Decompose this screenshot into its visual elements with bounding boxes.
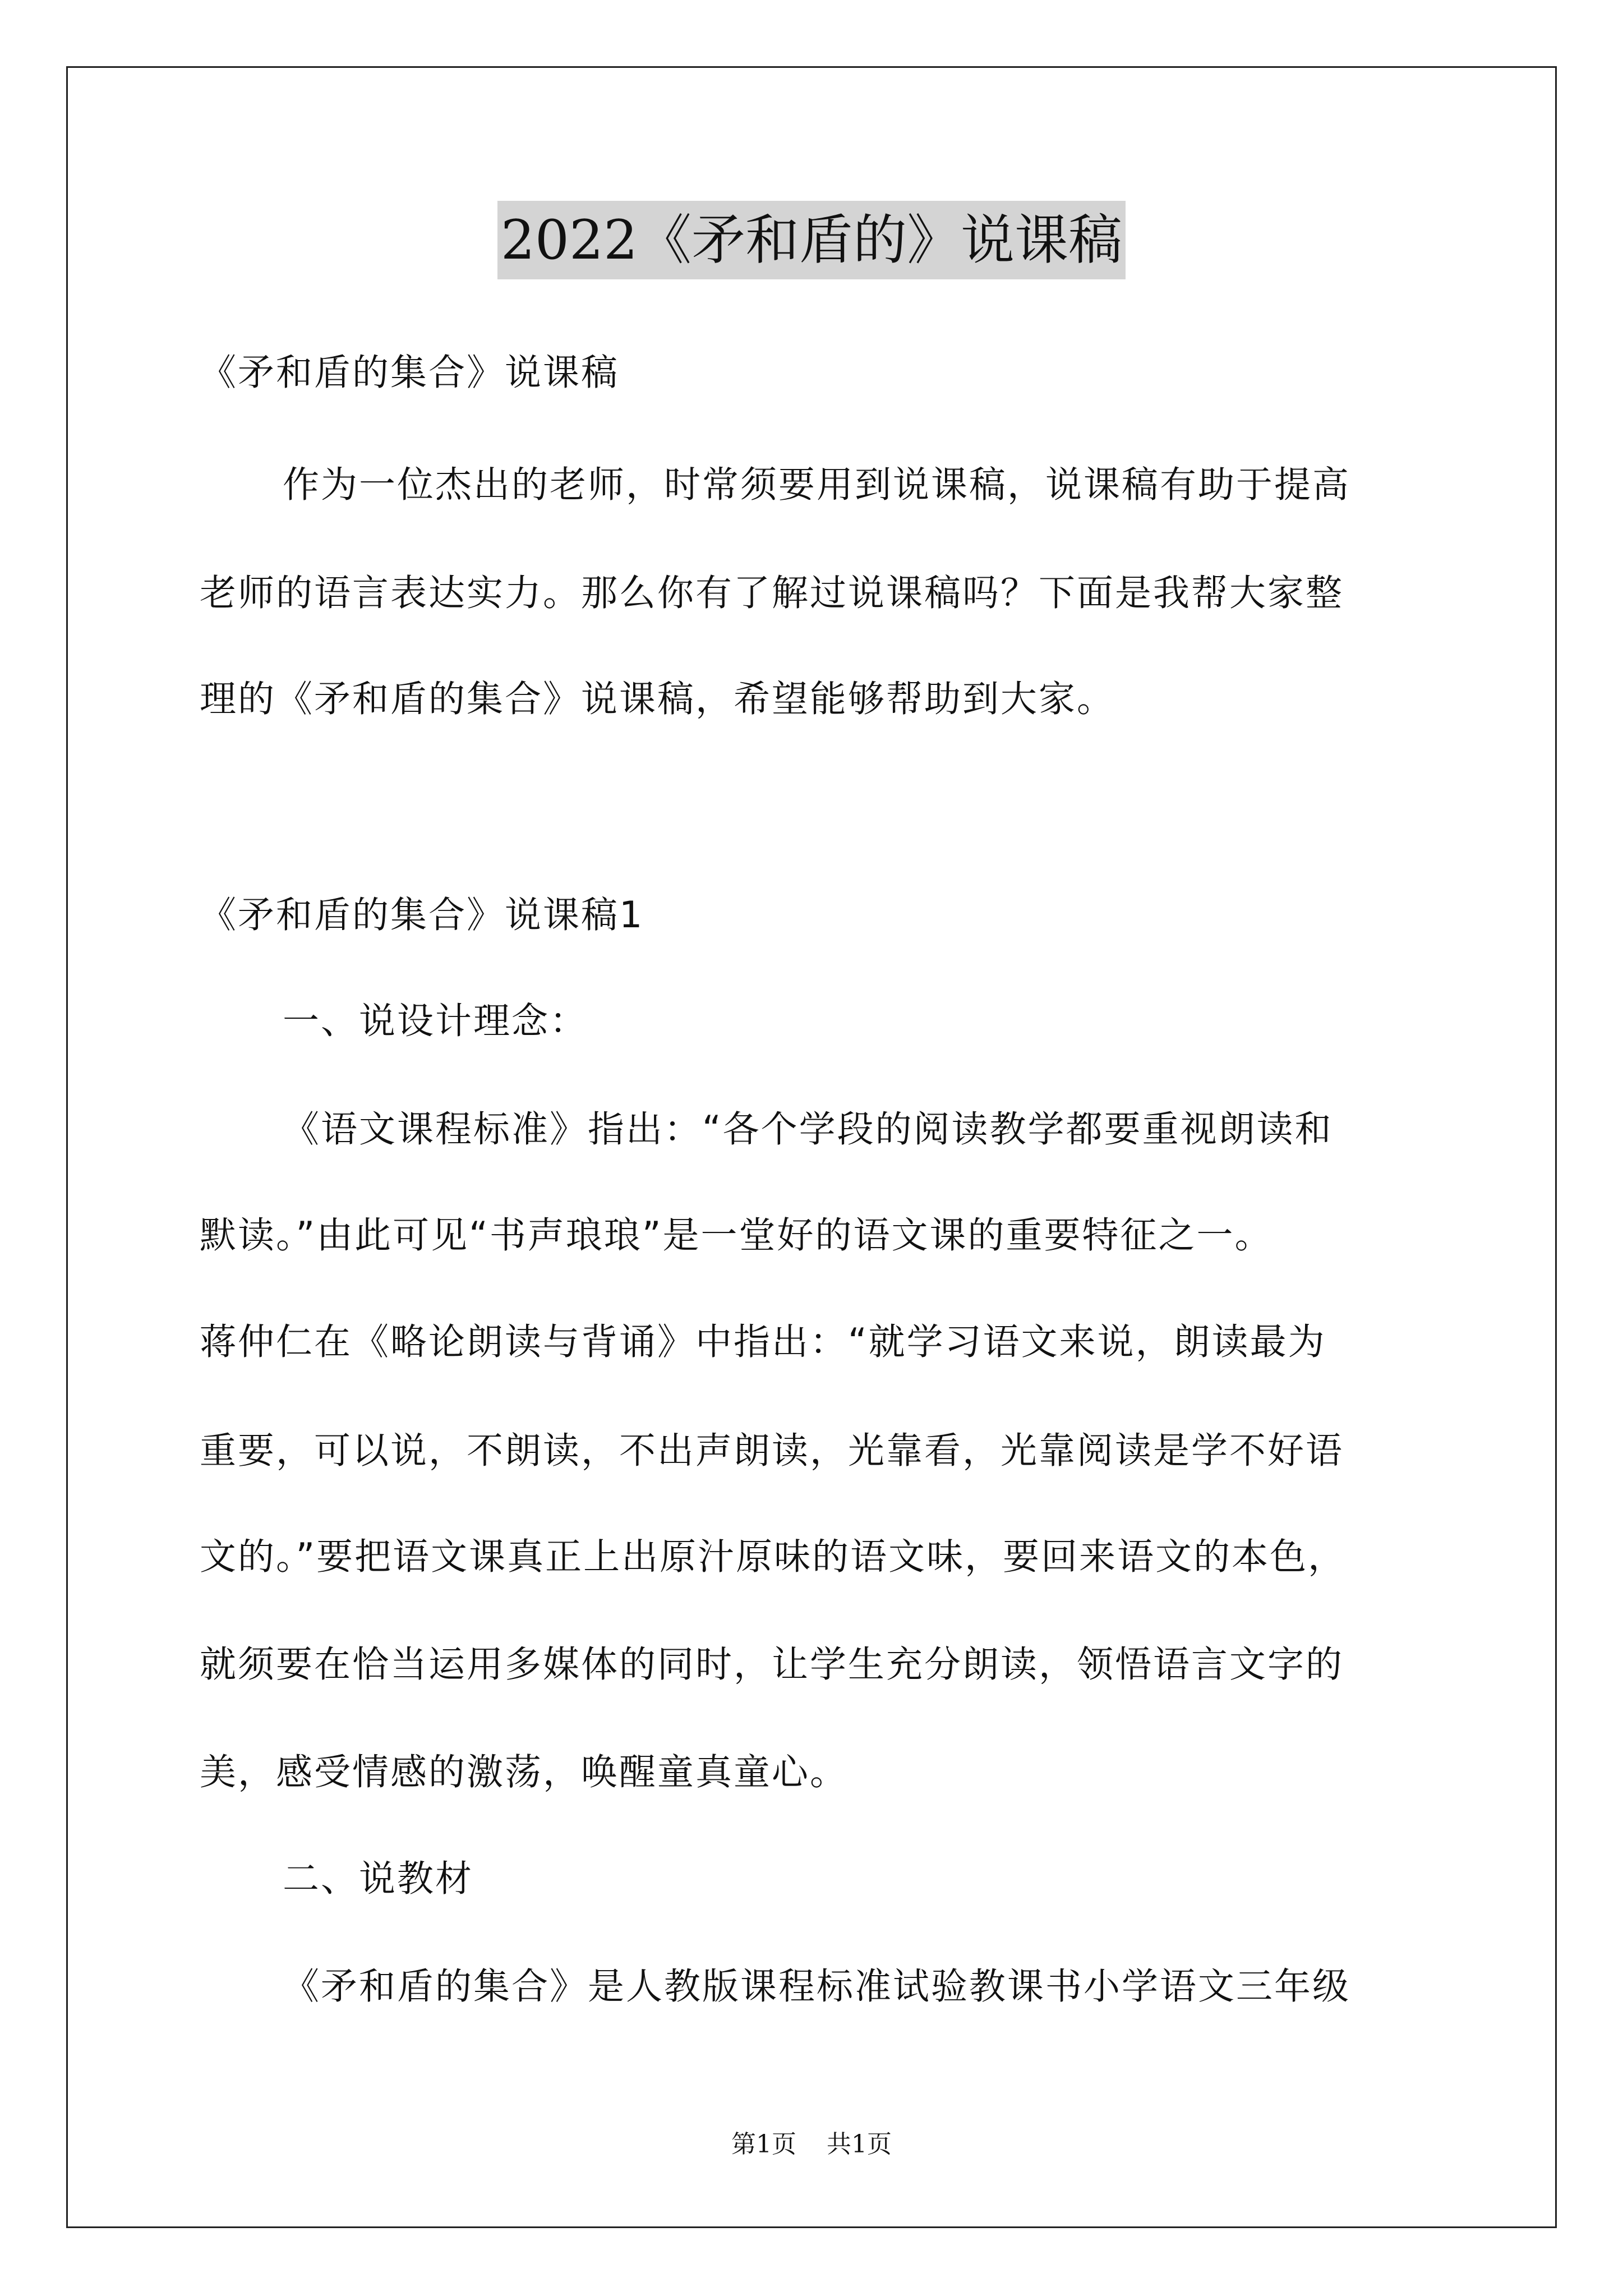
paragraph-line: 作为一位杰出的老师，时常须要用到说课稿，说课稿有助于提高 bbox=[283, 464, 1351, 506]
title-container bbox=[0, 201, 1623, 279]
paragraph-line: 《矛和盾的集合》是人教版课程标准试验教课书小学语文三年级 bbox=[283, 1966, 1351, 2008]
paragraph-line: 蒋仲仁在《略论朗读与背诵》中指出：“就学习语文来说，朗读最为 bbox=[200, 1321, 1326, 1363]
section-heading: 《矛和盾的集合》说课稿1 bbox=[200, 894, 644, 936]
document-title: 2022《矛和盾的》说课稿 bbox=[497, 201, 1126, 279]
subtitle-line: 《矛和盾的集合》说课稿 bbox=[200, 352, 620, 394]
page-number-current: 第1页 bbox=[731, 2130, 796, 2159]
paragraph-line: 默读。”由此可见“书声琅琅”是一堂好的语文课的重要特征之一。 bbox=[200, 1214, 1273, 1257]
subsection-heading: 二、说教材 bbox=[283, 1858, 474, 1900]
page-footer bbox=[0, 2128, 1623, 2161]
paragraph-line: 《语文课程标准》指出：“各个学段的阅读教学都要重视朗读和 bbox=[283, 1108, 1333, 1151]
subsection-heading: 一、说设计理念： bbox=[283, 1000, 588, 1042]
paragraph-line: 美，感受情感的激荡，唤醒童真童心。 bbox=[200, 1751, 849, 1793]
paragraph-line: 老师的语言表达实力。那么你有了解过说课稿吗？下面是我帮大家整 bbox=[200, 572, 1344, 614]
paragraph-line: 理的《矛和盾的集合》说课稿，希望能够帮助到大家。 bbox=[200, 678, 1115, 720]
page-number-total: 共1页 bbox=[827, 2130, 892, 2159]
paragraph-line: 重要，可以说，不朗读，不出声朗读，光靠看，光靠阅读是学不好语 bbox=[200, 1430, 1344, 1472]
paragraph-line: 文的。”要把语文课真正上出原汁原味的语文味，要回来语文的本色， bbox=[200, 1536, 1347, 1578]
paragraph-line: 就须要在恰当运用多媒体的同时，让学生充分朗读，领悟语言文字的 bbox=[200, 1644, 1344, 1686]
